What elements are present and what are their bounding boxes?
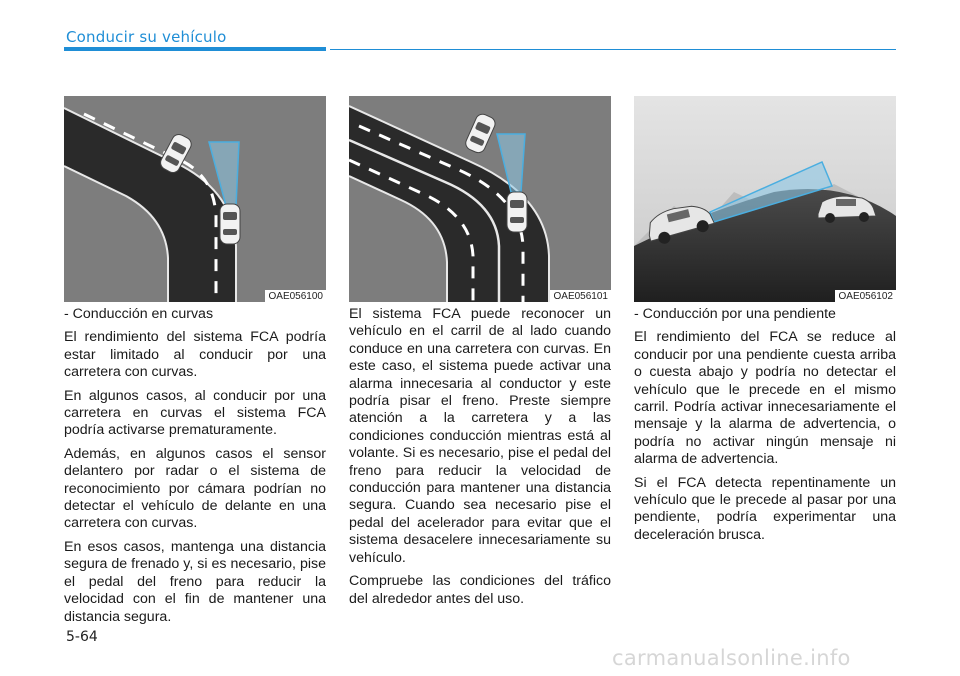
- figure-code: OAE056100: [265, 290, 327, 302]
- watermark: carmanualsonline.info: [612, 646, 851, 670]
- figure-hill: [634, 96, 896, 302]
- figure-curve-1: [64, 96, 326, 302]
- paragraph: En algunos casos, al conducir por una carretera en curvas el sistema FCA podría activarse prematuramente.: [64, 387, 326, 439]
- text-column-3: [634, 306, 896, 550]
- paragraph: El rendimiento del FCA se reduce al conducir por una pendiente cuesta arriba o cuesta abajo y podría no detectar el vehículo que le precede en el mismo carril. Podría activar innecesariamente el mensaje y la alarma de advertencia, o podría no activar ningún mensaje ni alarma de advertencia.: [634, 329, 896, 468]
- figure-code: OAE056102: [835, 290, 897, 302]
- paragraph: En esos casos, mantenga una distancia segura de frenado y, si es necesario, pise el pedal del freno para reducir la velocidad con el fin de mantener una distancia segura.: [64, 538, 326, 625]
- paragraph: El sistema FCA puede reconocer un vehículo en el carril de al lado cuando conduce en una carretera con curvas. En este caso, el sistema puede activar una alarma innecesaria al conductor y este podría pisar el freno. Preste siempre atención a la carretera y a las condiciones conducción mientras está al volante. Si es necesario, pise el pedal del freno para reducir la velocidad de conducción para mantener una distancia segura. Cuando sea necesario pise el pedal del acelerador para evitar que el sistema desacelere innecesariamente su vehículo.: [349, 306, 611, 566]
- paragraph: El rendimiento del sistema FCA podría estar limitado al conducir por una carretera con curvas.: [64, 329, 326, 381]
- text-column-2: [349, 306, 611, 614]
- paragraph: - Conducción por una pendiente: [634, 306, 836, 322]
- figure-curve-2: [349, 96, 611, 302]
- paragraph: - Conducción en curvas: [64, 306, 214, 322]
- text-column-1: [64, 306, 326, 632]
- header-rule-thin: [330, 49, 896, 50]
- figure-code: OAE056101: [550, 290, 612, 302]
- page-number: 5-64: [66, 629, 98, 645]
- header-rule-thick: [64, 47, 326, 51]
- section-title: Conducir su vehículo: [66, 28, 227, 46]
- paragraph: Además, en algunos casos el sensor delantero por radar o el sistema de reconocimiento por cámara podrían no detectar el vehículo de delante en una carretera con curvas.: [64, 445, 326, 532]
- paragraph: Si el FCA detecta repentinamente un vehículo que le precede al pasar por una pendiente, podría experimentar una deceleración brusca.: [634, 474, 896, 543]
- paragraph: Compruebe las condiciones del tráfico del alrededor antes del uso.: [349, 573, 611, 607]
